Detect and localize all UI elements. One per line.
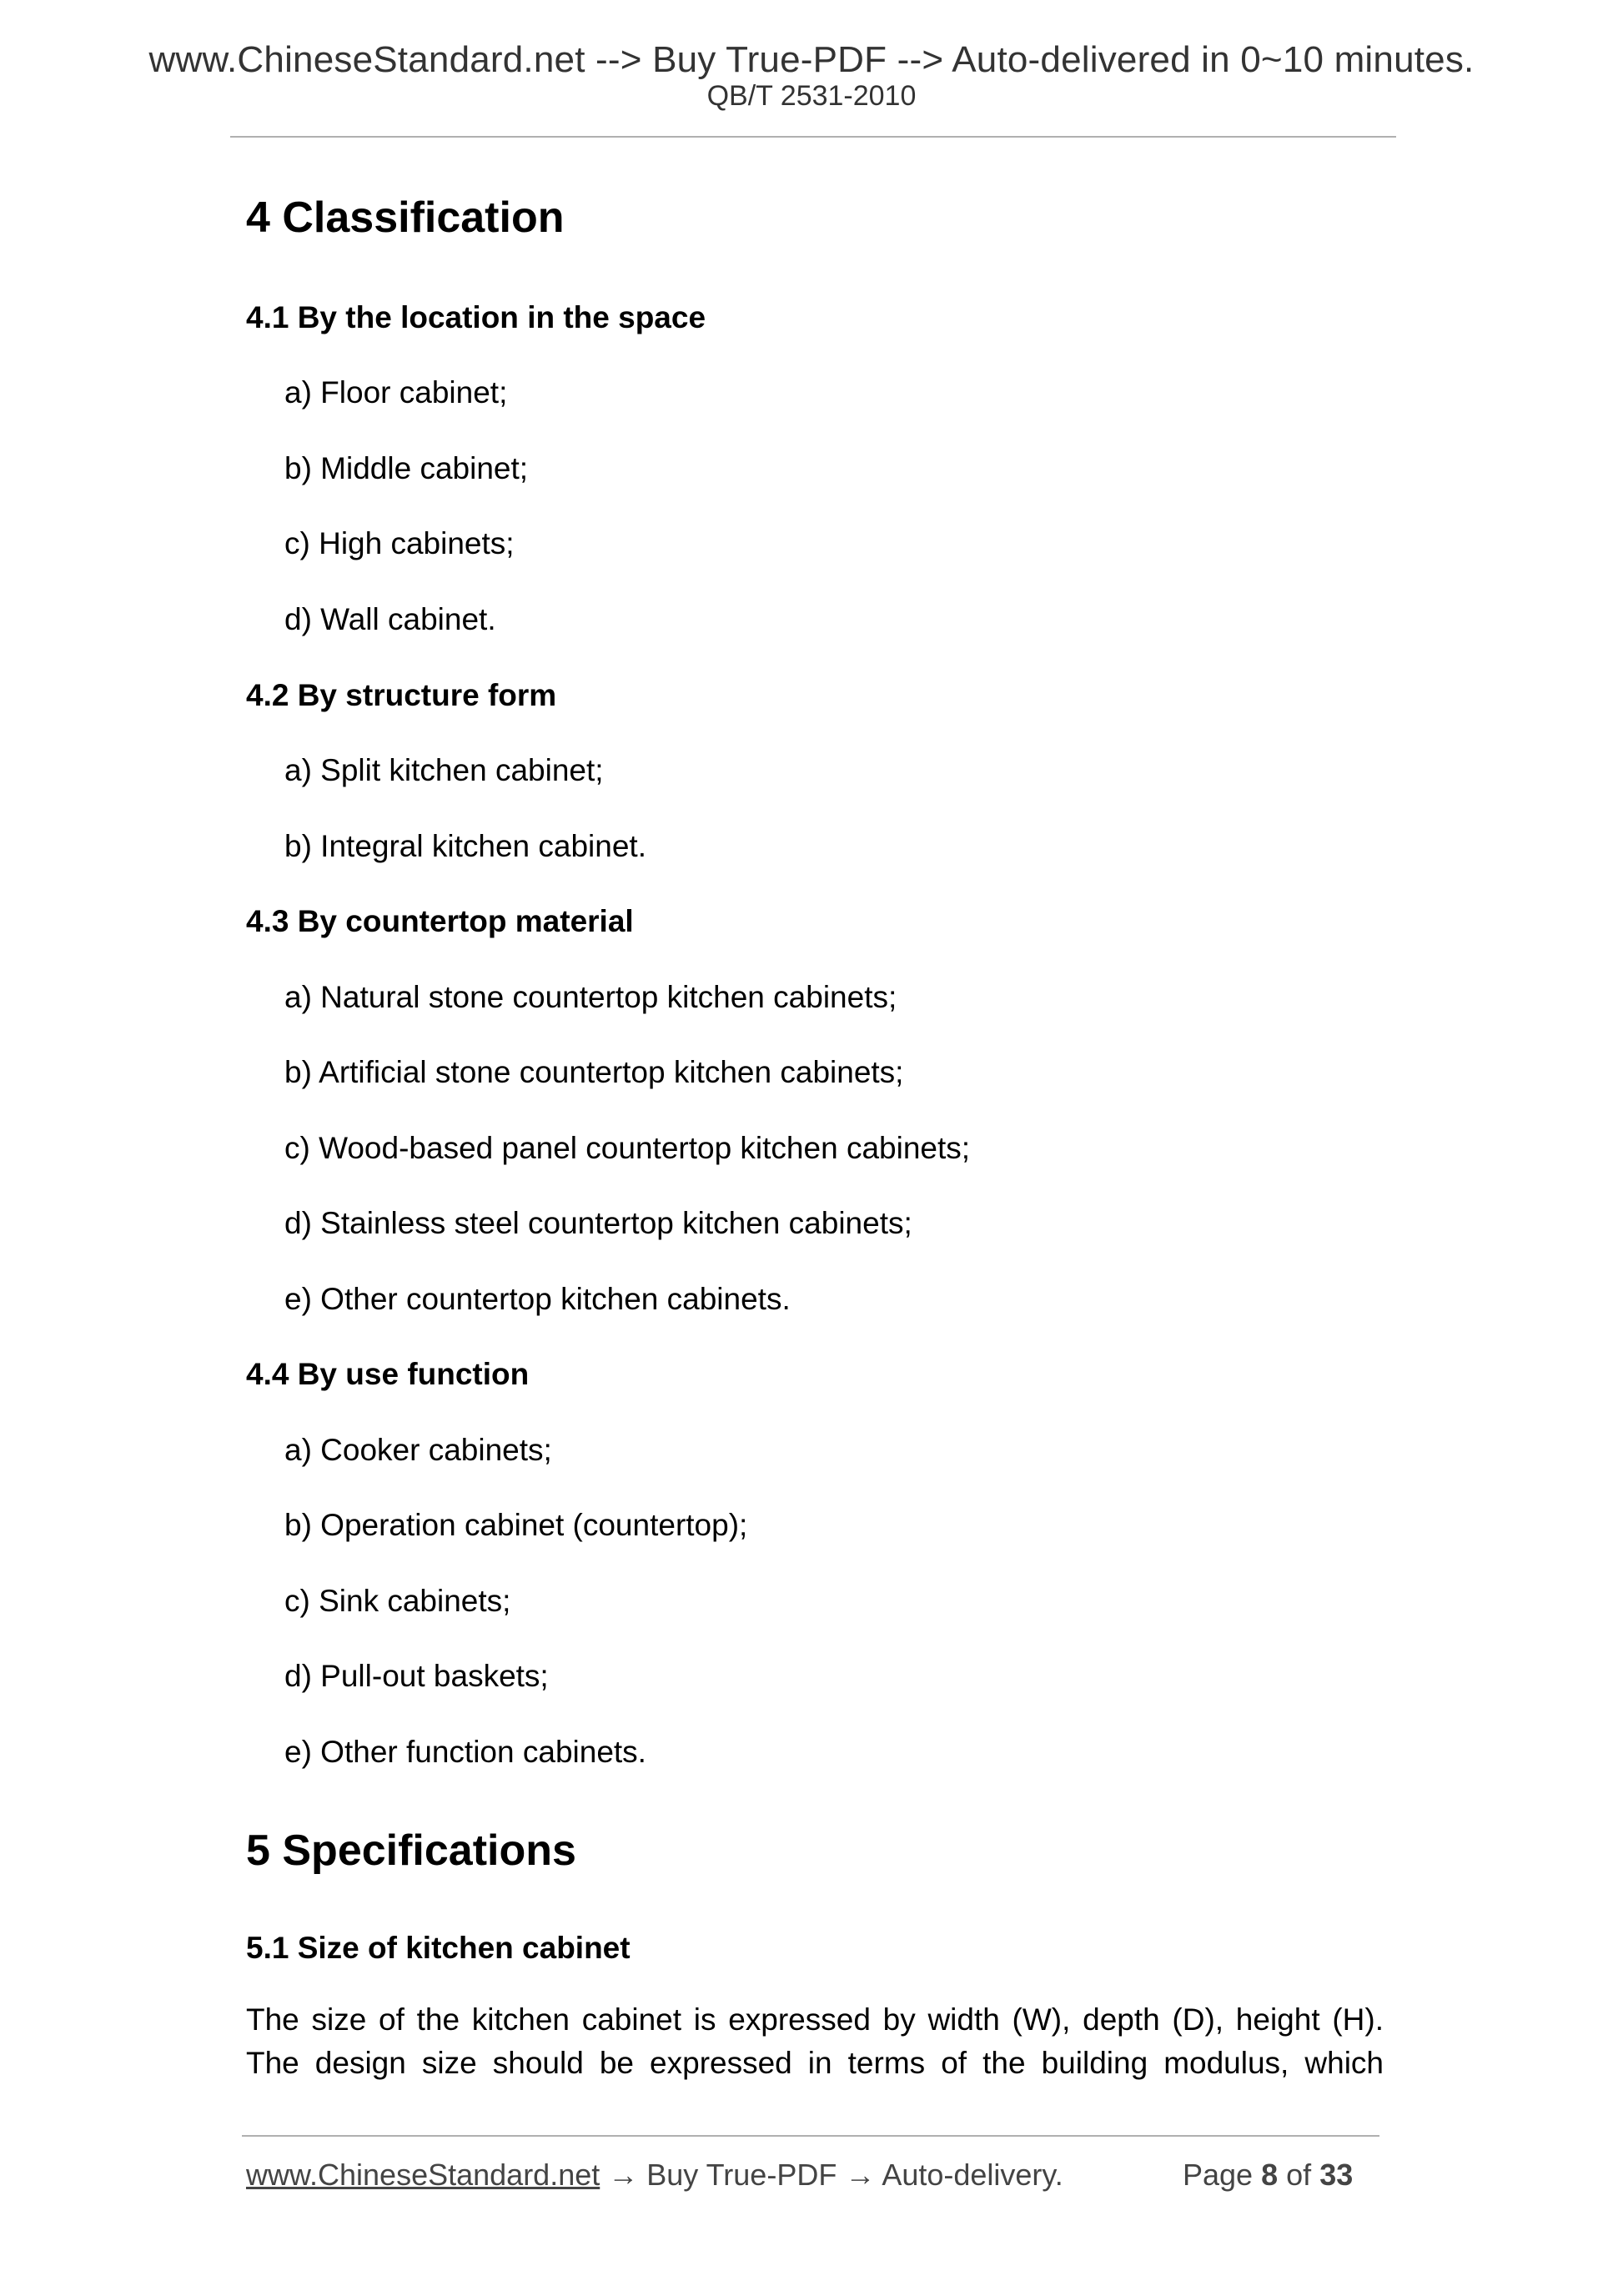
- paragraph-line: The design size should be expressed in terms of the building modulus, which: [246, 2046, 1384, 2080]
- site-banner: www.ChineseStandard.net --> Buy True-PDF --> Auto-delivered in 0~10 minutes.: [148, 39, 1475, 80]
- list-item: b) Integral kitchen cabinet.: [284, 829, 646, 863]
- header-divider: [230, 136, 1396, 138]
- standard-code: QB/T 2531-2010: [706, 80, 917, 112]
- list-item: a) Floor cabinet;: [284, 375, 508, 409]
- list-item: c) Sink cabinets;: [284, 1584, 511, 1618]
- page-current: 8: [1261, 2158, 1279, 2192]
- footer-site-link[interactable]: www.ChineseStandard.net: [246, 2158, 600, 2192]
- list-item: c) Wood-based panel countertop kitchen cabinets;: [284, 1131, 971, 1165]
- list-item: d) Pull-out baskets;: [284, 1659, 549, 1693]
- page-total: 33: [1319, 2158, 1354, 2192]
- page-of: of: [1286, 2158, 1312, 2192]
- list-item: b) Artificial stone countertop kitchen cabinets;: [284, 1055, 904, 1089]
- page-label: Page: [1183, 2158, 1254, 2192]
- paragraph-line: The size of the kitchen cabinet is expressed by width (W), depth (D), height (H).: [246, 2002, 1384, 2037]
- list-item: d) Wall cabinet.: [284, 602, 496, 636]
- section-5-heading: 5 Specifications: [246, 1826, 576, 1875]
- footer-promo: [246, 2160, 1063, 2190]
- list-item: e) Other function cabinets.: [284, 1735, 646, 1769]
- list-item: a) Split kitchen cabinet;: [284, 753, 604, 787]
- list-item: b) Operation cabinet (countertop);: [284, 1508, 748, 1542]
- list-item: a) Cooker cabinets;: [284, 1433, 552, 1467]
- list-item: b) Middle cabinet;: [284, 451, 529, 485]
- list-item: d) Stainless steel countertop kitchen cabinets;: [284, 1206, 912, 1240]
- section-4-heading: 4 Classification: [246, 193, 565, 242]
- section-5-1-heading: 5.1 Size of kitchen cabinet: [246, 1931, 631, 1965]
- section-4-2-heading: 4.2 By structure form: [246, 678, 557, 712]
- section-4-4-heading: 4.4 By use function: [246, 1357, 530, 1391]
- footer-promo-text: → Buy True-PDF → Auto-delivery.: [600, 2158, 1063, 2192]
- footer-divider: [242, 2135, 1379, 2137]
- list-item: a) Natural stone countertop kitchen cabinets;: [284, 980, 897, 1014]
- list-item: e) Other countertop kitchen cabinets.: [284, 1282, 791, 1316]
- section-4-3-heading: 4.3 By countertop material: [246, 904, 634, 938]
- list-item: c) High cabinets;: [284, 526, 515, 560]
- page-indicator: [1183, 2160, 1353, 2190]
- section-4-1-heading: 4.1 By the location in the space: [246, 300, 706, 334]
